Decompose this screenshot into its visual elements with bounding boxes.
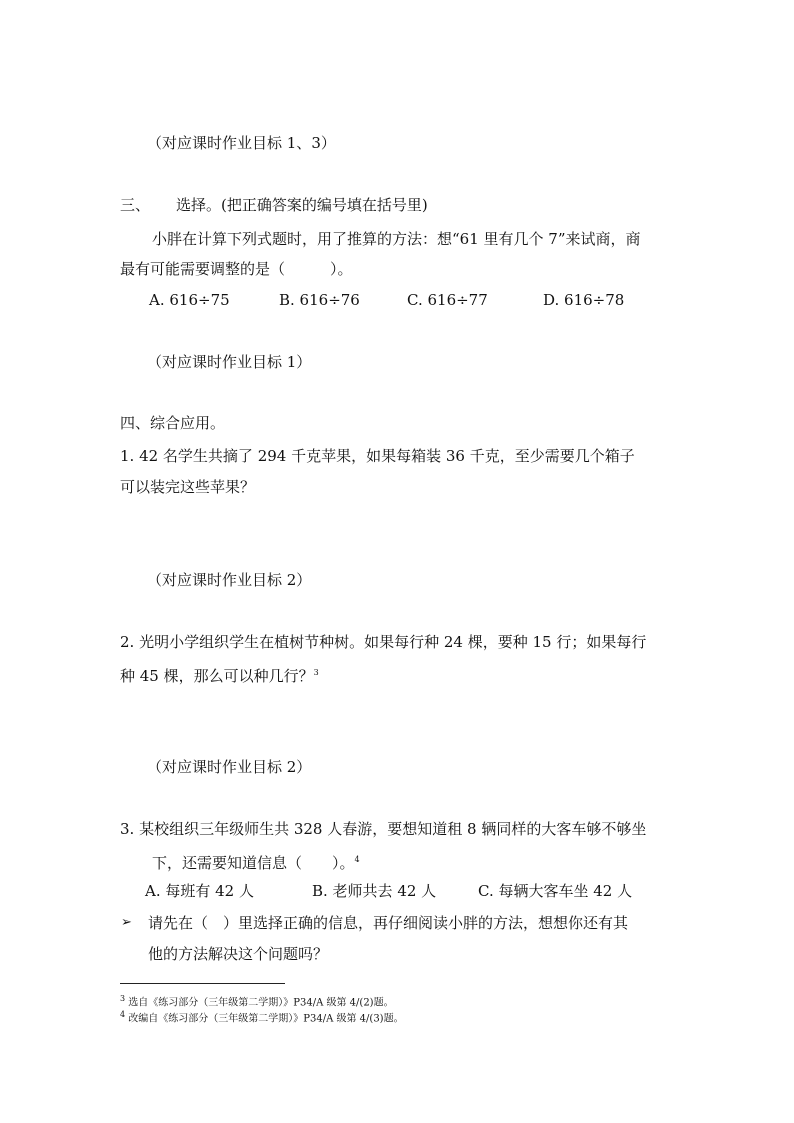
- section-3-title: 选择。(把正确答案的编号填在括号里): [176, 196, 428, 214]
- section-3-question-line-2: 最有可能需要调整的是（ ）。: [120, 260, 353, 278]
- hint-line-2: 他的方法解决这个问题吗？: [148, 945, 329, 963]
- footnote-4-mark: 4: [120, 1010, 126, 1019]
- problem-2-line-2-text: 种 45 棵，那么可以种几行？: [120, 667, 314, 685]
- problem-2-line-1: 2. 光明小学组织学生在植树节种树。如果每行种 24 棵，要种 15 行；如果每行: [120, 633, 647, 651]
- target-reference-problem-2: （对应课时作业目标 2）: [147, 758, 312, 776]
- footnote-3-text: 选自《练习部分（三年级第二学期）》P34/A 级第 4/(2)题。: [128, 997, 394, 1009]
- footnote-ref-3: 3: [313, 668, 319, 677]
- arrow-bullet-icon: ➢: [121, 915, 132, 930]
- problem-3-line-2: [152, 850, 360, 873]
- option-b: B. 616÷76: [279, 291, 360, 309]
- problem-3-option-c: C. 每辆大客车坐 42 人: [478, 882, 633, 900]
- problem-3-line-2-text: 下，还需要知道信息（ ）。: [152, 854, 355, 872]
- footnote-4: [120, 1008, 404, 1026]
- target-reference-2: （对应课时作业目标 1）: [147, 353, 312, 371]
- problem-1-line-1: 1. 42 名学生共摘了 294 千克苹果，如果每箱装 36 千克，至少需要几个箱子: [120, 447, 635, 465]
- option-d: D. 616÷78: [543, 291, 625, 309]
- footnote-3-mark: 3: [120, 994, 126, 1003]
- option-a: A. 616÷75: [149, 291, 230, 309]
- footnote-separator: [120, 983, 285, 984]
- problem-2-line-2: [120, 663, 319, 686]
- target-reference-1: （对应课时作业目标 1、3）: [147, 134, 336, 152]
- problem-3-line-1: 3. 某校组织三年级师生共 328 人春游，要想知道租 8 辆同样的大客车够不够坐: [120, 820, 647, 838]
- footnote-4-text: 改编自《练习部分（三年级第二学期）》P34/A 级第 4/(3)题。: [128, 1013, 404, 1025]
- target-reference-problem-1: （对应课时作业目标 2）: [147, 571, 312, 589]
- hint-line-1: 请先在（ ）里选择正确的信息，再仔细阅读小胖的方法，想想你还有其: [148, 914, 629, 932]
- footnote-ref-4: 4: [354, 855, 360, 864]
- problem-3-option-a: A. 每班有 42 人: [145, 882, 254, 900]
- problem-1-line-2: 可以装完这些苹果？: [120, 478, 256, 496]
- option-c: C. 616÷77: [407, 291, 488, 309]
- section-3-number: 三、: [120, 196, 151, 214]
- section-4-title: 四、综合应用。: [120, 414, 226, 432]
- section-3-question-line-1: 小胖在计算下列式题时，用了推算的方法：想“61 里有几个 7”来试商，商: [152, 230, 641, 248]
- problem-3-option-b: B. 老师共去 42 人: [312, 882, 437, 900]
